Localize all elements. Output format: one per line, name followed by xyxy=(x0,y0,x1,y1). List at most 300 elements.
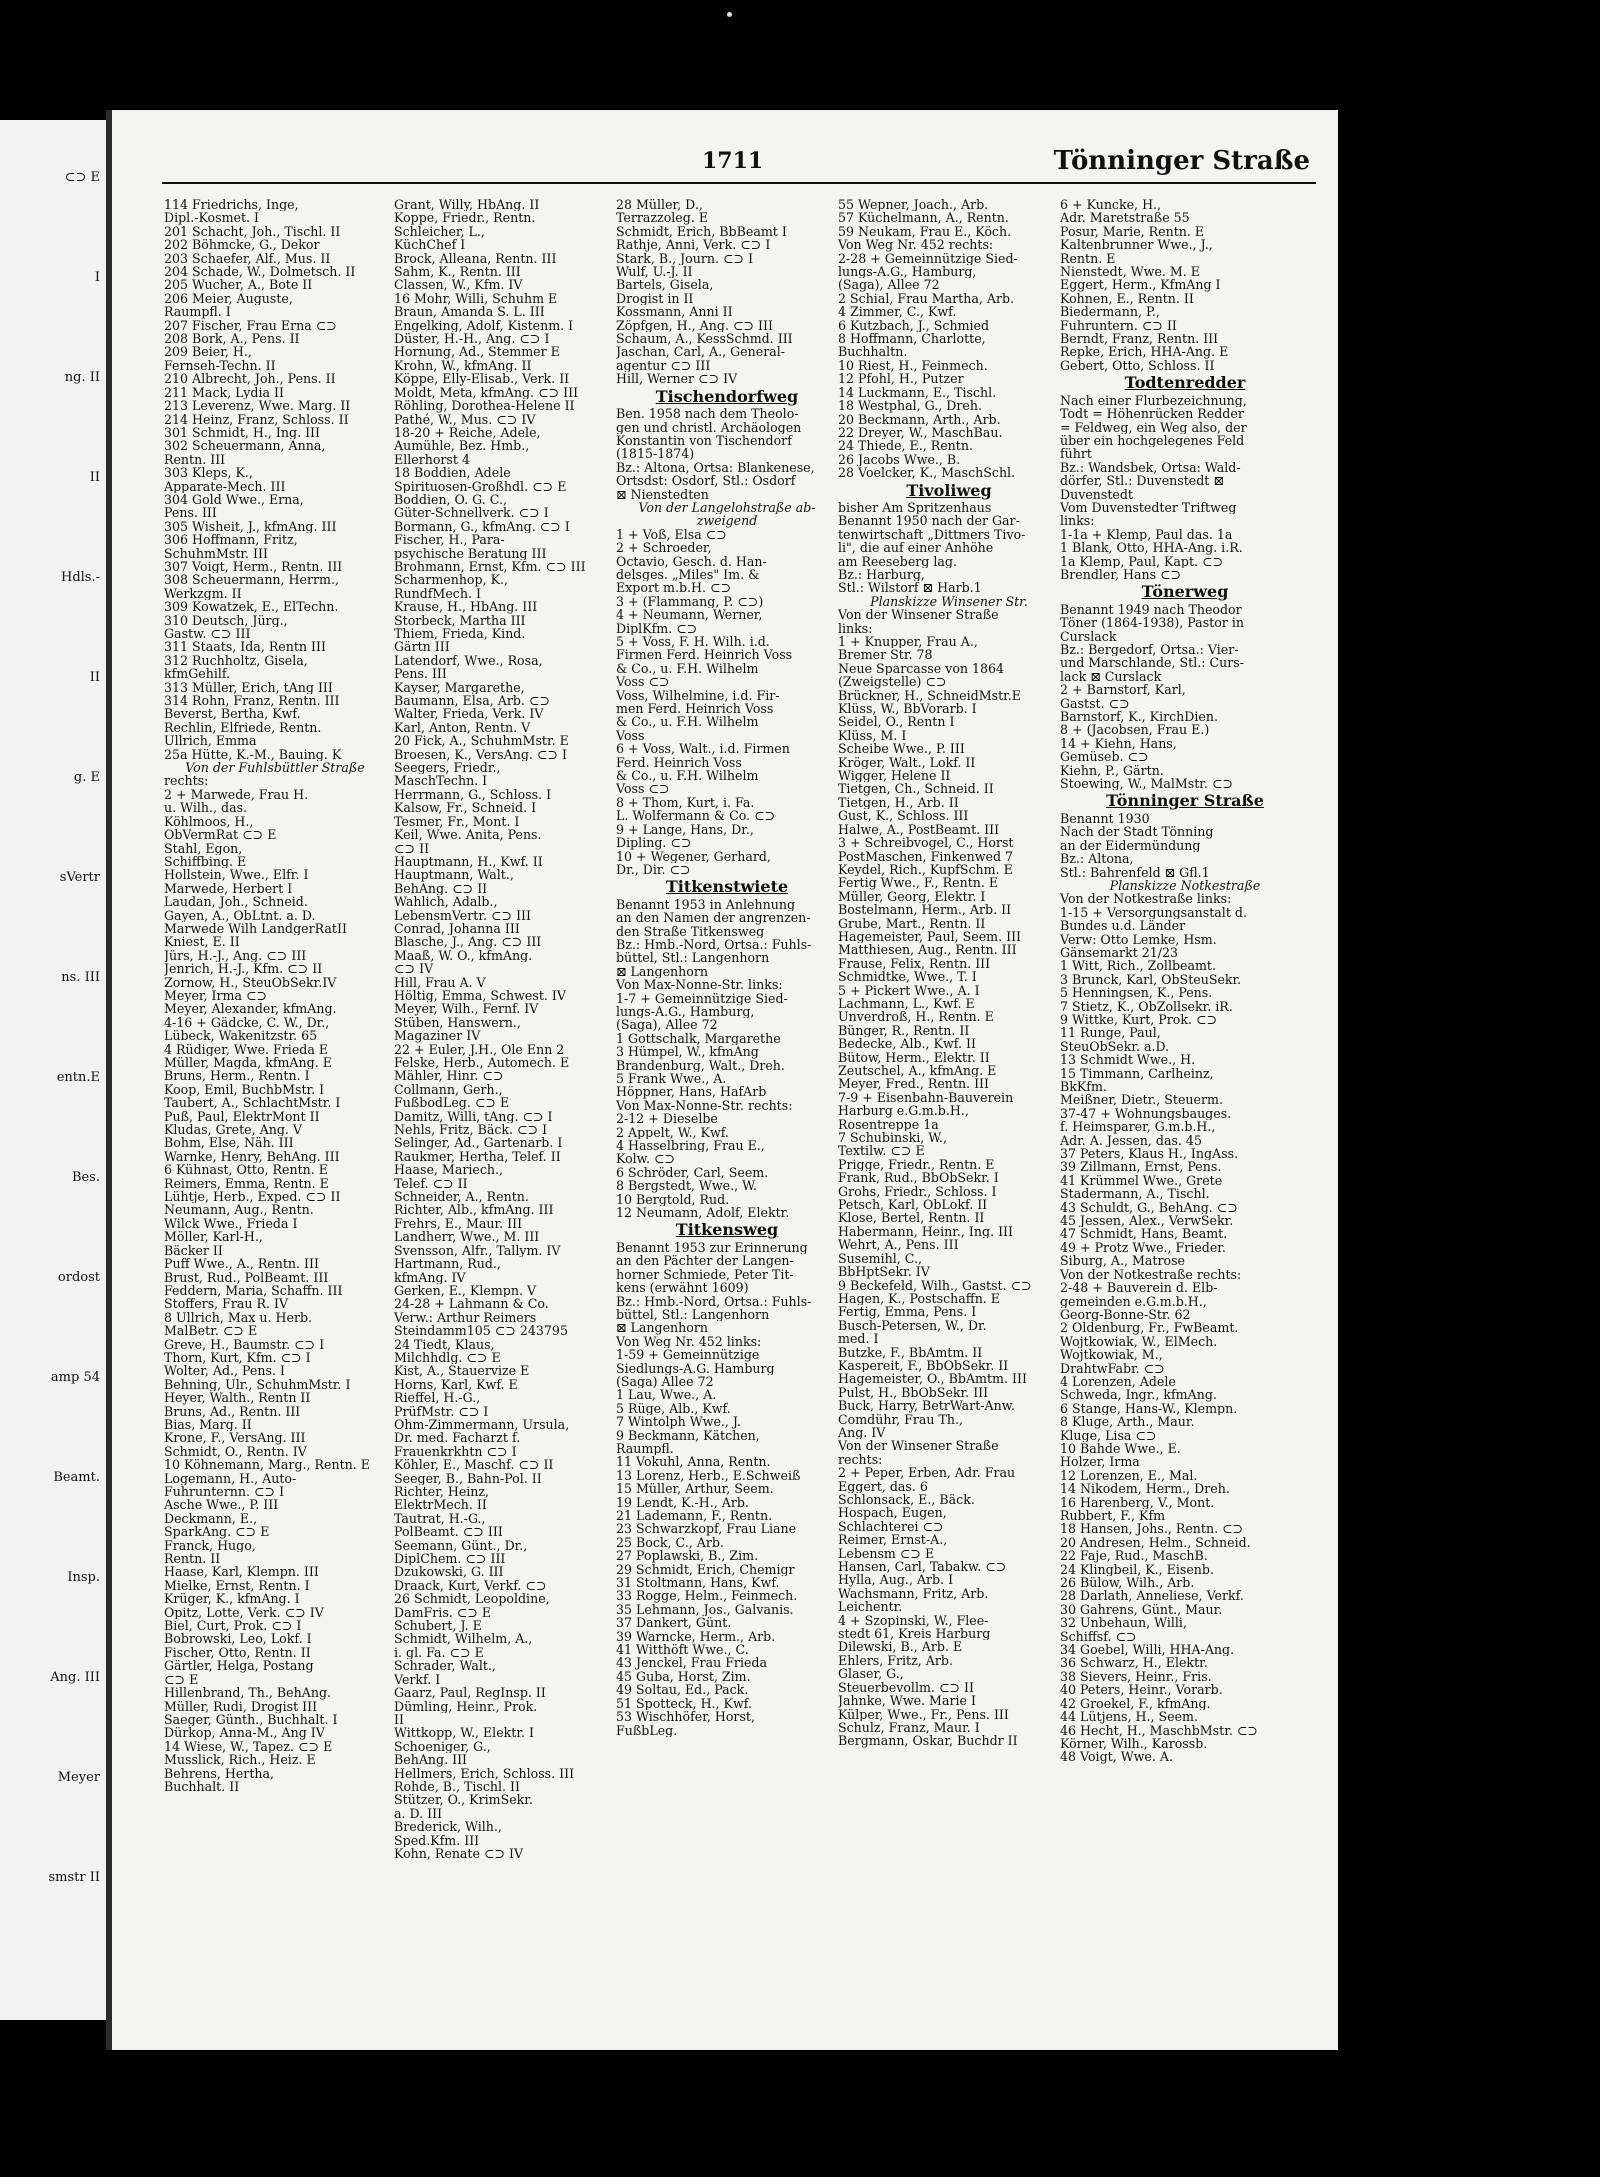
directory-entry: 2 + Schroeder, xyxy=(616,541,712,555)
directory-entry: 310 Deutsch, Jürg., xyxy=(164,613,288,627)
directory-entry: Schoeniger, G., xyxy=(394,1739,491,1754)
directory-entry: 6 Stange, Hans-W., Klempn. xyxy=(1060,1401,1238,1416)
directory-entry: 311 Staats, Ida, Rentn III xyxy=(164,640,326,654)
directory-entry: 114 Friedrichs, Inge, xyxy=(164,198,299,212)
prev-page-fragment: amp 54 xyxy=(50,1370,100,1385)
directory-entry: Hollstein, Wwe., Elfr. I xyxy=(164,868,309,882)
directory-entry: 4 Lorenzen, Adele xyxy=(1060,1374,1176,1389)
directory-entry: 39 Zillmann, Ernst, Pens. xyxy=(1060,1160,1222,1174)
prev-page-fragment: Ang. III xyxy=(50,1670,100,1685)
directory-entry: Bohm, Else, Näh. III xyxy=(164,1136,294,1150)
directory-entry: 313 Müller, Erich, tAng III xyxy=(164,680,333,695)
directory-entry: Latendorf, Wwe., Rosa, xyxy=(394,653,543,668)
directory-entry: 5 Henningsen, K., Pens. xyxy=(1060,986,1213,1000)
directory-entry: Lachmann, L., Kwf. E xyxy=(838,996,975,1011)
directory-entry: Conrad, Johanna III xyxy=(394,921,520,936)
directory-entry: Pens. III xyxy=(164,506,217,520)
directory-entry: Zornow, H., SteuObSekr.IV xyxy=(164,975,337,989)
directory-page xyxy=(106,110,1338,2050)
directory-entry: 59 Neukam, Frau E., Köch. xyxy=(838,224,1012,239)
directory-entry: 306 Hoffmann, Fritz, xyxy=(164,533,298,547)
directory-entry: Wulf, U.-J. II xyxy=(616,265,693,279)
directory-entry: Marwede, Herbert I xyxy=(164,881,293,896)
directory-entry: Köhler, E., Maschf. ⊂⊃ II xyxy=(394,1458,554,1472)
directory-entry: 6 Schröder, Carl, Seem. xyxy=(616,1165,769,1180)
directory-entry: Nehls, Fritz, Bäck. ⊂⊃ I xyxy=(394,1123,548,1137)
directory-entry: Voss ⊂⊃ xyxy=(616,675,670,689)
directory-entry: Bruns, Herm., Rentn. I xyxy=(164,1069,310,1083)
directory-entry: SchuhmMstr. III xyxy=(164,546,268,560)
directory-entry: Reimer, Ernst-A., xyxy=(838,1533,948,1547)
prev-page-fragment: II xyxy=(89,670,100,685)
directory-entry: 314 Rohn, Franz, Rentn. III xyxy=(164,694,340,708)
directory-entry: lack ⊠ Curslack xyxy=(1060,669,1162,684)
section-note: Von der Langelohstraße ab- xyxy=(638,500,816,515)
directory-entry: 309 Kowatzek, E., ElTechn. xyxy=(164,600,339,614)
directory-entry: Magaziner IV xyxy=(394,1029,481,1043)
directory-entry: 22 + Euler, J.H., Ole Enn 2 xyxy=(394,1042,565,1056)
directory-entry: 6 Kutzbach, J., Schmied xyxy=(838,318,990,333)
directory-entry: Bergmann, Oskar, Buchdr II xyxy=(838,1734,1018,1748)
directory-entry: 8 + (Jacobsen, Frau E.) xyxy=(1060,723,1210,737)
directory-entry: Meyer, Alexander, kfmAng. xyxy=(164,1002,337,1016)
directory-entry: 24-28 + Lahmann & Co. xyxy=(394,1297,549,1311)
directory-entry: (Saga), Allee 72 xyxy=(616,1018,718,1032)
directory-entry: ElektrMech. II xyxy=(394,1498,487,1512)
directory-entry: Gastw. ⊂⊃ III xyxy=(164,627,251,641)
directory-entry: Dr. med. Facharzt f. xyxy=(394,1431,521,1445)
prev-page-fragment: Hdls.- xyxy=(60,570,100,585)
directory-entry: Tietgen, H., Arb. II xyxy=(838,795,959,810)
directory-entry: 206 Meier, Auguste, xyxy=(164,291,293,306)
directory-entry: und Marschlande, Stl.: Curs- xyxy=(1060,656,1244,670)
directory-entry: 3 + Schreibvogel, C., Horst xyxy=(838,836,1014,850)
directory-entry: Buchhaltn. xyxy=(838,345,908,359)
directory-entry: 4 + Szopinski, W., Flee- xyxy=(838,1613,989,1628)
directory-entry: Bostelmann, Herm., Arb. II xyxy=(838,903,1012,917)
directory-entry: 40 Peters, Heinr., Vorarb. xyxy=(1060,1683,1223,1697)
directory-entry: Kossmann, Anni II xyxy=(616,305,733,319)
directory-entry: 28 Voelcker, K., MaschSchl. xyxy=(838,466,1016,480)
directory-entry: Haase, Karl, Klempn. III xyxy=(164,1565,319,1579)
directory-entry: Dzukowski, G. III xyxy=(394,1565,504,1579)
directory-entry: 10 Köhnemann, Marg., Rentn. E xyxy=(164,1458,370,1472)
directory-entry: Horns, Karl, Kwf. E xyxy=(394,1377,518,1392)
directory-entry: lungs-A.G., Hamburg, xyxy=(616,1004,755,1019)
directory-entry: (Saga), Allee 72 xyxy=(838,278,940,292)
street-heading: Titkensweg xyxy=(675,1220,779,1240)
prev-page-fragment: II xyxy=(89,470,100,485)
directory-entry: 15 Timmann, Carlheinz, xyxy=(1060,1066,1214,1080)
previous-page-margin xyxy=(0,120,106,2020)
street-heading: Tivoliweg xyxy=(906,480,992,500)
directory-entry: Voss xyxy=(616,728,645,743)
directory-entry: Eggert, das. 6 xyxy=(838,1479,928,1493)
directory-entry: Telef. ⊂⊃ II xyxy=(394,1176,468,1191)
directory-entry: 20 Andresen, Helm., Schneid. xyxy=(1060,1535,1251,1550)
directory-entry: Lühtje, Herb., Exped. ⊂⊃ II xyxy=(164,1190,341,1204)
directory-entry: Puß, Paul, ElektrMont II xyxy=(164,1109,320,1124)
directory-entry: Butzke, F., BbAmtm. II xyxy=(838,1345,983,1359)
directory-entry: Müller, Georg, Elektr. I xyxy=(838,889,986,904)
directory-entry: Apparate-Mech. III xyxy=(164,479,286,493)
directory-entry: 2-28 + Gemeinnützige Sied- xyxy=(838,251,1018,266)
directory-entry: Stüben, Hanswern., xyxy=(394,1015,521,1030)
directory-entry: Engelking, Adolf, Kistenm. I xyxy=(394,318,574,333)
directory-entry: 37 Dankert, Günt. xyxy=(616,1616,732,1630)
directory-entry: 9 Beckmann, Kätchen, xyxy=(616,1428,760,1442)
directory-entry: Kniest, E. II xyxy=(164,935,240,949)
directory-entry: Schrader, Walt., xyxy=(394,1659,496,1673)
prev-page-fragment: Insp. xyxy=(67,1570,100,1585)
directory-entry: Tietgen, Ch., Schneid. II xyxy=(838,782,994,796)
directory-entry: 1 Gottschalk, Margarethe xyxy=(616,1031,781,1046)
directory-entry: Schiffbing. E xyxy=(164,854,247,869)
directory-entry: Ullrich, Emma xyxy=(164,734,257,748)
directory-entry: 302 Scheuermann, Anna, xyxy=(164,439,326,453)
directory-entry: ⊠ Nienstedten xyxy=(616,487,709,501)
street-heading: Tönerweg xyxy=(1141,582,1229,602)
directory-entry: f. Heimsparer, G.m.b.H., xyxy=(1060,1120,1216,1134)
directory-entry: Steuerbevollm. ⊂⊃ II xyxy=(838,1680,974,1695)
directory-entry: 22 Dreyer, W., MaschBau. xyxy=(838,425,1003,440)
directory-entry: Voss ⊂⊃ xyxy=(616,782,670,796)
directory-entry: Fertig Wwe., F., Rentn. E xyxy=(838,876,999,890)
directory-entry: 2-48 + Bauverein d. Elb- xyxy=(1060,1281,1218,1295)
directory-entry: 3 + (Flammang, P. ⊂⊃) xyxy=(616,594,764,609)
directory-entry: 24 Thiede, E., Rentn. xyxy=(838,439,973,453)
directory-entry: 4 Hasselbring, Frau E., xyxy=(616,1139,765,1153)
directory-entry: lungs-A.G., Hamburg, xyxy=(838,265,977,279)
street-heading: Todtenredder xyxy=(1124,373,1246,393)
column-1 xyxy=(164,198,386,1793)
directory-entry: 8 Bergstedt, Wwe., W. xyxy=(616,1179,757,1193)
directory-entry: Collmann, Gerh., xyxy=(394,1082,503,1097)
directory-entry: Sahm, K., Rentn. III xyxy=(394,265,521,279)
directory-entry: 3 Brunck, Karl, ObSteuSekr. xyxy=(1060,972,1242,987)
directory-entry: 7 Stietz, K., ObZollsekr. iR. xyxy=(1060,999,1233,1013)
directory-entry: 1 Witt, Rich., Zollbeamt. xyxy=(1060,959,1216,973)
directory-entry: 26 Schmidt, Leopoldine, xyxy=(394,1592,550,1606)
directory-entry: Feddern, Maria, Schaffn. III xyxy=(164,1283,343,1298)
directory-entry: 44 Lütjens, H., Seem. xyxy=(1060,1710,1198,1724)
directory-entry: a. D. III xyxy=(394,1806,443,1821)
directory-entry: Benannt 1953 in Anlehnung xyxy=(616,897,795,912)
directory-entry: Braun, Amanda S. L. III xyxy=(394,305,545,319)
directory-entry: 5 Rüge, Alb., Kwf. xyxy=(616,1401,731,1416)
directory-entry: Lebensm ⊂⊃ E xyxy=(838,1546,935,1561)
directory-entry: 49 + Protz Wwe., Frieder. xyxy=(1060,1240,1226,1255)
directory-entry: Stoewing, W., MalMstr. ⊂⊃ xyxy=(1060,777,1234,791)
directory-entry: 10 + Wegener, Gerhard, xyxy=(616,849,771,863)
directory-entry: 43 Jenckel, Frau Frieda xyxy=(616,1656,768,1670)
prev-page-fragment: ns. III xyxy=(61,970,100,985)
directory-entry: 211 Mack, Lydia II xyxy=(164,385,284,400)
directory-entry: Busch-Petersen, W., Dr. xyxy=(838,1318,987,1333)
directory-entry: 37 Peters, Klaus H., IngAss. xyxy=(1060,1147,1239,1161)
directory-entry: BbHptSekr. IV xyxy=(838,1265,930,1279)
directory-entry: FußbLeg. xyxy=(616,1723,678,1737)
directory-entry: Höltig, Emma, Schwest. IV xyxy=(394,988,566,1003)
directory-entry: Draack, Kurt, Verkf. ⊂⊃ xyxy=(394,1578,547,1593)
directory-entry: 12 Neumann, Adolf, Elektr. xyxy=(616,1206,790,1220)
directory-entry: Neue Sparcasse von 1864 xyxy=(838,661,1005,676)
directory-entry: 29 Schmidt, Erich, Chemigr xyxy=(616,1562,795,1577)
directory-entry: Reimers, Emma, Rentn. E xyxy=(164,1176,329,1191)
directory-entry: ⊠ Langenhorn xyxy=(616,1321,708,1335)
directory-entry: Möller, Karl-H., xyxy=(164,1230,263,1244)
directory-entry: 11 Vokuhl, Anna, Rentn. xyxy=(616,1455,771,1469)
directory-entry: 18 Boddien, Adele xyxy=(394,466,511,480)
directory-entry: Körner, Wilh., Karossb. xyxy=(1060,1736,1208,1751)
directory-entry: Neumann, Aug., Rentn. xyxy=(164,1203,314,1217)
street-heading: Tischendorfweg xyxy=(655,386,799,406)
directory-entry: Köhlmoos, H., xyxy=(164,814,254,829)
directory-entry: Petsch, Karl, ObLokf. II xyxy=(838,1198,988,1212)
directory-entry: 214 Heinz, Franz, Schloss. II xyxy=(164,412,349,426)
directory-entry: 31 Stoltmann, Hans, Kwf. xyxy=(616,1576,780,1590)
directory-entry: 203 Schaefer, Alf., Mus. II xyxy=(164,251,331,266)
directory-entry: 13 Schmidt Wwe., H. xyxy=(1060,1053,1196,1067)
directory-entry: 2-12 + Dieselbe xyxy=(616,1112,718,1126)
directory-entry: Aumühle, Bez. Hmb., xyxy=(394,439,530,453)
directory-entry: 10 Bahde Wwe., E. xyxy=(1060,1441,1181,1456)
directory-entry: Frank, Rud., BbObSekr. I xyxy=(838,1171,999,1185)
directory-entry: Asche Wwe., P. III xyxy=(164,1498,279,1512)
directory-entry: Kluge, Lisa ⊂⊃ xyxy=(1060,1428,1157,1442)
directory-entry: 8 Hoffmann, Charlotte, xyxy=(838,332,986,346)
directory-entry: Steindamm105 ⊂⊃ 243795 xyxy=(394,1324,568,1338)
directory-entry: Jenrich, H.-J., Kfm. ⊂⊃ II xyxy=(164,962,323,976)
directory-entry: med. I xyxy=(838,1332,879,1346)
directory-entry: Drogist in II xyxy=(616,291,694,306)
directory-entry: 301 Schmidt, H., Ing. III xyxy=(164,425,321,440)
directory-entry: Brohmann, Ernst, Kfm. ⊂⊃ III xyxy=(394,559,586,574)
directory-entry: Prigge, Friedr., Rentn. E xyxy=(838,1157,995,1172)
directory-entry: LebensmVertr. ⊂⊃ III xyxy=(394,908,531,922)
directory-entry: Buchhalt. II xyxy=(164,1779,240,1794)
directory-entry: Benannt 1949 nach Theodor xyxy=(1060,602,1242,617)
directory-entry: Warnke, Henry, BehAng. III xyxy=(164,1149,340,1164)
directory-entry: Kiehn, P., Gärtn. xyxy=(1060,763,1164,778)
directory-entry: Stadermann, A., Tischl. xyxy=(1060,1187,1210,1201)
directory-entry: 14 Luckmann, E., Tischl. xyxy=(838,385,997,400)
directory-entry: Frauenkrkhtn ⊂⊃ I xyxy=(394,1444,517,1459)
directory-entry: Richter, Heinz, xyxy=(394,1485,490,1499)
directory-entry: (Zweigstelle) ⊂⊃ xyxy=(838,675,947,689)
directory-entry: DrahtwFabr. ⊂⊃ xyxy=(1060,1361,1165,1375)
directory-entry: Stoffers, Frau R. IV xyxy=(164,1297,289,1311)
directory-entry: 1-59 + Gemeinnützige xyxy=(616,1348,760,1362)
directory-entry: 11 Runge, Paul, xyxy=(1060,1026,1161,1040)
directory-entry: ObVermRat ⊂⊃ E xyxy=(164,828,277,842)
street-heading: Tönninger Straße xyxy=(1106,791,1264,811)
directory-entry: am Reeseberg lag. xyxy=(838,554,957,568)
directory-entry: Terrazzoleg. E xyxy=(616,211,709,225)
directory-entry: 16 Mohr, Willi, Schuhm E xyxy=(394,291,558,306)
street-heading: Titkenstwiete xyxy=(665,877,789,897)
directory-entry: 2 Appelt, W., Kwf. xyxy=(616,1125,729,1140)
directory-entry: Firmen Ferd. Heinrich Voss xyxy=(616,648,793,662)
directory-entry: Benannt 1950 nach der Gar- xyxy=(838,514,1020,528)
directory-entry: 2 Schial, Frau Martha, Arb. xyxy=(838,291,1015,306)
directory-entry: Schulz, Franz, Maur. I xyxy=(838,1720,980,1735)
directory-entry: Kolw. ⊂⊃ xyxy=(616,1152,676,1166)
directory-entry: 45 Guba, Horst, Zim. xyxy=(616,1669,751,1684)
directory-entry: 21 Lademann, F., Rentn. xyxy=(616,1509,773,1523)
directory-entry: Karl, Anton, Rentn. V xyxy=(394,720,531,735)
directory-entry: Wojtkowiak, W., ElMech. xyxy=(1060,1334,1218,1349)
directory-entry: Bruns, Ad., Rentn. III xyxy=(164,1404,301,1418)
directory-entry: & Co., u. F.H. Wilhelm xyxy=(616,769,759,783)
directory-entry: Vom Duvenstedter Triftweg xyxy=(1060,500,1237,515)
directory-entry: 14 + Kiehn, Hans, xyxy=(1060,736,1177,751)
directory-entry: Stahl, Egon, xyxy=(164,841,243,855)
directory-entry: 43 Schuldt, G., BehAng. ⊂⊃ xyxy=(1060,1200,1238,1215)
running-title: Tönninger Straße xyxy=(1053,146,1310,176)
directory-entry: Rieffel, H.-G., xyxy=(394,1391,481,1405)
directory-entry: Posur, Marie, Rentn. E xyxy=(1060,224,1205,239)
directory-entry: Siedlungs-A.G. Hamburg xyxy=(616,1361,775,1375)
directory-entry: über ein hochgelegenes Feld xyxy=(1060,433,1245,448)
directory-entry: 48 Voigt, Wwe. A. xyxy=(1060,1750,1173,1764)
directory-entry: 205 Wucher, A., Bote II xyxy=(164,278,313,292)
directory-entry: SparkAng. ⊂⊃ E xyxy=(164,1525,270,1539)
directory-entry: Dümling, Heinr., Prok. xyxy=(394,1699,538,1713)
directory-entry: DiplKfm. ⊂⊃ xyxy=(616,621,698,635)
directory-entry: 213 Leverenz, Wwe. Marg. II xyxy=(164,399,351,413)
directory-entry: Kist, A., Stauervize E xyxy=(394,1364,530,1378)
directory-entry: 42 Groekel, F., kfmAng. xyxy=(1060,1696,1211,1711)
directory-entry: 14 Wiese, W., Tapez. ⊂⊃ E xyxy=(164,1739,333,1754)
directory-entry: Stark, B., Journ. ⊂⊃ I xyxy=(616,251,754,266)
directory-entry: 1 + Knupper, Frau A., xyxy=(838,635,978,649)
directory-entry: II xyxy=(394,1712,404,1727)
directory-entry: MalBetr. ⊂⊃ E xyxy=(164,1324,258,1338)
directory-entry: Hagemeister, Paul, Seem. III xyxy=(838,929,1022,944)
prev-page-fragment: smstr II xyxy=(48,1870,100,1885)
directory-entry: Müller, Magda, kfmAng. E xyxy=(164,1056,332,1070)
directory-entry: Comdühr, Frau Th., xyxy=(838,1412,963,1426)
directory-entry: 9 Beckefeld, Wilh., Gastst. ⊂⊃ xyxy=(838,1278,1032,1292)
directory-entry: ⊂⊃ IV xyxy=(394,962,434,976)
directory-entry: führt xyxy=(1060,447,1092,461)
directory-entry: Hornung, Ad., Stemmer E xyxy=(394,345,560,359)
directory-entry: 5 Frank Wwe., A. xyxy=(616,1072,727,1086)
section-note: zweigend xyxy=(696,514,758,528)
prev-page-fragment: sVertr xyxy=(59,870,100,885)
directory-entry: Marwede Wilh LandgerRatII xyxy=(164,921,347,936)
directory-entry: 304 Gold Wwe., Erna, xyxy=(164,492,304,507)
directory-entry: li", die auf einer Anhöhe xyxy=(838,541,994,555)
directory-entry: 5 + Pickert Wwe., A. I xyxy=(838,983,980,997)
directory-entry: Schlachterei ⊂⊃ xyxy=(838,1519,944,1534)
directory-entry: Bz.: Altona, Ortsa: Blankenese, xyxy=(616,460,815,475)
directory-entry: Ferd. Heinrich Voss xyxy=(616,755,742,770)
directory-entry: delsges. „Miles" Im. & xyxy=(616,567,760,582)
directory-entry: 4-16 + Gädcke, C. W., Dr., xyxy=(164,1015,330,1030)
directory-entry: 15 Müller, Arthur, Seem. xyxy=(616,1482,774,1496)
directory-entry: Höppner, Hans, HafArb xyxy=(616,1085,767,1099)
directory-entry: Koppe, Friedr., Rentn. xyxy=(394,211,536,225)
directory-entry: 24 Tiedt, Klaus, xyxy=(394,1337,495,1351)
directory-entry: Werkzgm. II xyxy=(164,586,242,601)
directory-entry: 49 Soltau, Ed., Pack. xyxy=(616,1683,749,1697)
directory-entry: büttel, Stl.: Langenhorn xyxy=(616,1307,770,1322)
directory-entry: Hagemeister, O., BbAmtm. III xyxy=(838,1372,1027,1386)
directory-entry: Keil, Wwe. Anita, Pens. xyxy=(394,828,542,842)
directory-entry: den Straße Titkensweg xyxy=(616,924,765,938)
directory-entry: Holzer, Irma xyxy=(1060,1455,1140,1469)
directory-entry: & Co., u. F.H. Wilhelm xyxy=(616,661,759,676)
directory-entry: 8 + Thom, Kurt, i. Fa. xyxy=(616,795,755,810)
directory-entry: Hansen, Carl, Tabakw. ⊂⊃ xyxy=(838,1560,1007,1574)
directory-entry: Fernseh-Techn. II xyxy=(164,358,276,373)
directory-entry: BehAng. III xyxy=(394,1753,468,1767)
directory-entry: Wojtkowiak, M., xyxy=(1060,1348,1163,1362)
directory-entry: an den Pächter der Langen- xyxy=(616,1254,794,1268)
directory-entry: kfmAng. IV xyxy=(394,1270,466,1284)
directory-entry: kens (erwähnt 1609) xyxy=(616,1281,749,1295)
prev-page-fragment: Bes. xyxy=(71,1170,100,1185)
directory-entry: 51 Spotteck, H., Kwf. xyxy=(616,1696,752,1711)
directory-entry: Bz.: Hmb.-Nord, Ortsa.: Fuhls- xyxy=(616,1294,812,1308)
directory-entry: Schweda, Ingr., kfmAng. xyxy=(1060,1388,1217,1402)
directory-entry: Buck, Harry, BetrWart-Anw. xyxy=(838,1399,1016,1413)
directory-entry: 33 Rogge, Helm., Feinmech. xyxy=(616,1589,798,1603)
directory-entry: Gust, K., Schloss. III xyxy=(838,809,969,823)
directory-entry: 14 Nikodem, Herm., Dreh. xyxy=(1060,1482,1230,1496)
directory-entry: Schiffsf. ⊂⊃ xyxy=(1060,1629,1137,1644)
directory-entry: 30 Gahrens, Günt., Maur. xyxy=(1060,1602,1223,1617)
directory-entry: Benannt 1953 zur Erinnerung xyxy=(616,1240,808,1255)
directory-entry: Klose, Bertel, Rentn. II xyxy=(838,1211,985,1225)
directory-entry: Bz.: Bergedorf, Ortsa.: Vier- xyxy=(1060,643,1239,657)
directory-entry: 4 Zimmer, C., Kwf. xyxy=(838,305,957,319)
directory-entry: horner Schmiede, Peter Tit- xyxy=(616,1267,794,1282)
directory-entry: Fuhruntern. ⊂⊃ II xyxy=(1060,318,1177,333)
directory-entry: Bz.: Hmb.-Nord, Ortsa.: Fuhls- xyxy=(616,937,812,952)
directory-entry: Von der Notkestraße links: xyxy=(1060,892,1232,906)
directory-entry: 2 + Marwede, Frau H. xyxy=(164,787,309,802)
directory-entry: Beverst, Bertha, Kwf. xyxy=(164,707,301,721)
directory-entry: Dilewski, B., Arb. E xyxy=(838,1640,963,1654)
directory-entry: 209 Beier, H., xyxy=(164,345,252,359)
directory-entry: 35 Lehmann, Jos., Galvanis. xyxy=(616,1602,794,1617)
directory-entry: Stl.: Bahrenfeld ⊠ Gfl.1 xyxy=(1060,865,1210,879)
prev-page-fragment: g. E xyxy=(73,770,100,785)
directory-entry: Brandenburg, Walt., Dreh. xyxy=(616,1058,785,1072)
directory-entry: Gärtn III xyxy=(394,640,450,654)
directory-entry: ⊂⊃ E xyxy=(164,1672,199,1687)
directory-entry: Klüss, M. I xyxy=(838,728,907,743)
directory-entry: 208 Bork, A., Pens. II xyxy=(164,332,300,346)
directory-entry: 1 Blank, Otto, HHA-Ang. i.R. xyxy=(1060,541,1243,555)
directory-entry: Mähler, Hinr. ⊂⊃ xyxy=(394,1069,504,1083)
directory-entry: 25 Bock, C., Arb. xyxy=(616,1535,724,1550)
prev-page-fragment: ordost xyxy=(57,1270,100,1285)
directory-entry: Bz.: Harburg, xyxy=(838,567,925,582)
directory-entry: Gerken, E., Klempn. V xyxy=(394,1283,537,1298)
directory-entry: stedt 61, Kreis Harburg xyxy=(838,1627,991,1641)
directory-entry: Brock, Alleana, Rentn. III xyxy=(394,251,557,266)
directory-entry: Bütow, Herm., Elektr. II xyxy=(838,1050,990,1064)
directory-entry: PolBeamt. ⊂⊃ III xyxy=(394,1525,503,1539)
directory-entry: DamFris. ⊂⊃ E xyxy=(394,1605,492,1620)
directory-entry: Kalsow, Fr., Schneid. I xyxy=(394,801,537,815)
directory-entry: BkKfm. xyxy=(1060,1080,1107,1094)
directory-entry: 19 Lendt, K.-H., Arb. xyxy=(616,1495,749,1509)
